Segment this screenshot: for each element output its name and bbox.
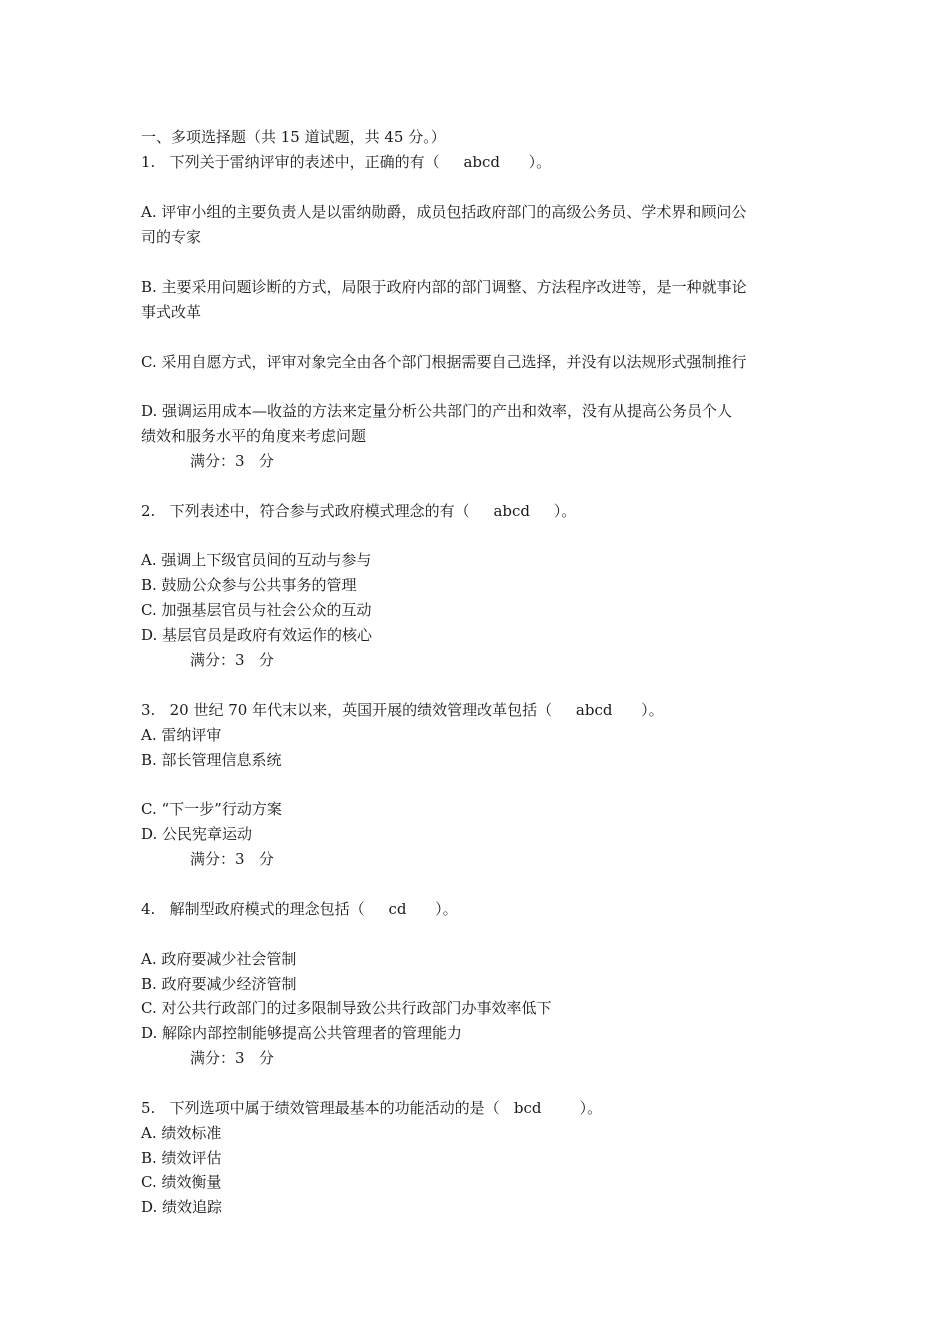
question-4-option-b: B. 政府要减少经济管制 bbox=[141, 975, 297, 993]
question-3-option-b: B. 部长管理信息系统 bbox=[141, 751, 282, 769]
question-1-stem: 1. 下列关于雷纳评审的表述中，正确的有（ abcd ）。 bbox=[141, 153, 552, 171]
question-5-option-d: D. 绩效追踪 bbox=[141, 1198, 223, 1216]
question-1-option-b-cont: 事式改革 bbox=[141, 303, 202, 321]
question-5-option-b: B. 绩效评估 bbox=[141, 1149, 222, 1167]
question-2-option-b: B. 鼓励公众参与公共事务的管理 bbox=[141, 576, 357, 594]
question-3-option-d: D. 公民宪章运动 bbox=[141, 825, 253, 843]
question-5-option-c: C. 绩效衡量 bbox=[141, 1173, 222, 1191]
question-1-option-b: B. 主要采用问题诊断的方式，局限于政府内部的部门调整、方法程序改进等，是一种就事论 bbox=[141, 278, 747, 296]
question-4-option-d: D. 解除内部控制能够提高公共管理者的管理能力 bbox=[141, 1024, 463, 1042]
question-4-option-a: A. 政府要减少社会管制 bbox=[141, 950, 297, 968]
question-4-stem: 4. 解制型政府模式的理念包括（ cd ）。 bbox=[141, 900, 458, 918]
question-2-score: 满分：3 分 bbox=[190, 651, 274, 669]
question-1-option-c: C. 采用自愿方式，评审对象完全由各个部门根据需要自己选择，并没有以法规形式强制推行 bbox=[141, 353, 747, 371]
question-3-stem: 3. 20 世纪 70 年代末以来，英国开展的绩效管理改革包括（ abcd ）。 bbox=[141, 701, 664, 719]
question-4-option-c: C. 对公共行政部门的过多限制导致公共行政部门办事效率低下 bbox=[141, 999, 552, 1017]
question-2-option-a: A. 强调上下级官员间的互动与参与 bbox=[141, 551, 372, 569]
question-2-option-d: D. 基层官员是政府有效运作的核心 bbox=[141, 626, 373, 644]
question-5-option-a: A. 绩效标准 bbox=[141, 1124, 222, 1142]
question-3-score: 满分：3 分 bbox=[190, 850, 274, 868]
question-5-stem: 5. 下列选项中属于绩效管理最基本的功能活动的是（ bcd ）。 bbox=[141, 1099, 603, 1117]
question-1-option-a-cont: 司的专家 bbox=[141, 228, 202, 246]
question-1-option-d-cont: 绩效和服务水平的角度来考虑问题 bbox=[141, 427, 367, 445]
question-3-option-a: A. 雷纳评审 bbox=[141, 726, 222, 744]
question-2-option-c: C. 加强基层官员与社会公众的互动 bbox=[141, 601, 372, 619]
question-1-option-a: A. 评审小组的主要负责人是以雷纳勋爵，成员包括政府部门的高级公务员、学术界和顾问公 bbox=[141, 203, 747, 221]
section-heading: 一、多项选择题（共 15 道试题，共 45 分。） bbox=[141, 128, 446, 146]
question-2-stem: 2. 下列表述中，符合参与式政府模式理念的有（ abcd ）。 bbox=[141, 502, 577, 520]
question-3-option-c: C. “下一步”行动方案 bbox=[141, 800, 282, 818]
question-4-score: 满分：3 分 bbox=[190, 1049, 274, 1067]
question-1-option-d: D. 强调运用成本—收益的方法来定量分析公共部门的产出和效率，没有从提高公务员个人 bbox=[141, 402, 733, 420]
question-1-score: 满分：3 分 bbox=[190, 452, 274, 470]
